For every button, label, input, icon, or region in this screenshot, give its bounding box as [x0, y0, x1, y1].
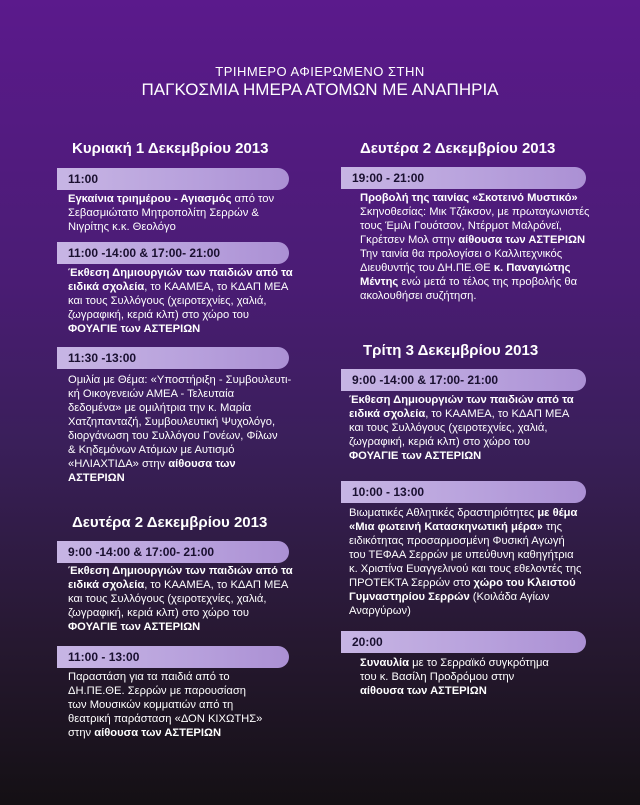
day-heading-tuesday: Τρίτη 3 Δεκεμβρίου 2013 — [363, 342, 539, 359]
day-heading-monday: Δευτέρα 2 Δεκεμβρίου 2013 — [360, 140, 556, 157]
time-bar: 11:30 -13:00 — [57, 347, 289, 369]
time-bar: 19:00 - 21:00 — [341, 167, 586, 189]
event-detail: , το ΚΑΑΜΕΑ, το ΚΔΑΠ ΜΕΑ και τους Συλλόγους (χειροτεχνίες, χαλιά, ζωγραφική, κεριά κλπ) στο χώρο του — [68, 281, 289, 321]
event-detail: Σκηνοθεσίας: Μικ Τζάκσον, με πρωταγωνιστές τους Έμιλι Γουότσον, Ντέρμοτ Μαλρόνεϊ, Γκρέτσεν Μολ στην — [360, 206, 590, 246]
event-highlight: Προβολή της ταινίας «Σκοτεινό Μυστικό» — [360, 192, 578, 204]
event-highlight: με θέμα «Μια φωτεινή Κατασκηνωτική μέρα» — [349, 507, 578, 533]
event-text — [68, 373, 296, 485]
event-detail: Την ταινία θα προλογίσει ο Καλλιτεχνικός Διευθυντής του ΔΗ.ΠΕ.ΘΕ — [360, 248, 563, 274]
event-detail: από τον Σεβασμιώτατο Μητροπολίτη Σερρών & Νιγρίτης κ.κ. Θεολόγο — [68, 193, 275, 233]
event-detail: , το ΚΑΑΜΕΑ, το ΚΔΑΠ ΜΕΑ και τους Συλλόγους (χειροτεχνίες, χαλιά, ζωγραφική, κεριά κλπ) στο χώρο του — [349, 408, 570, 448]
time-bar: 9:00 -14:00 & 17:00- 21:00 — [341, 369, 586, 391]
event-text — [68, 192, 296, 234]
time-bar: 9:00 -14:00 & 17:00- 21:00 — [57, 541, 289, 563]
header-subtitle: ΤΡΙΗΜΕΡΟ ΑΦΙΕΡΩΜΕΝΟ ΣΤΗΝ — [215, 64, 425, 79]
event-text — [360, 191, 598, 303]
event-detail: με το Σερραϊκό συγκρότημα του κ. Βασίλη Προδρόμου στην — [360, 657, 549, 683]
event-detail: Ομιλία με Θέμα: «Υποστήριξη - Συμβουλευτι- κή Οικογενειών ΑΜΕΑ - Τελευταία δεδομένα» με ομιλήτρια την κ. Μαρία Χατζηπανταζή, Συμβουλευτική Ψυχολόγο, διοργάνωση του Συλλόγου Γονέων, Φίλων & Κηδεμόνων Ατόμων με Αυτισμό «ΗΛΙΑΧΤΙΔΑ» στην — [68, 374, 292, 470]
event-text — [349, 393, 589, 463]
event-text — [68, 564, 296, 634]
event-location: ΦΟΥΑΓΙΕ των ΑΣΤΕΡΙΩΝ — [349, 450, 482, 462]
time-bar: 10:00 - 13:00 — [341, 481, 586, 503]
event-detail: Βιωματικές Αθλητικές δραστηριότητες — [349, 507, 538, 519]
event-text — [68, 266, 296, 336]
time-bar: 11:00 - 13:00 — [57, 646, 289, 668]
event-highlight: κ. Παναγιώτης Μέντης — [360, 262, 571, 288]
event-location: ΦΟΥΑΓΙΕ των ΑΣΤΕΡΙΩΝ — [68, 323, 201, 335]
time-bar: 11:00 -14:00 & 17:00- 21:00 — [57, 242, 289, 264]
time-bar: 11:00 — [57, 168, 289, 190]
event-text — [68, 670, 296, 740]
event-highlight: Συναυλία — [360, 657, 410, 669]
event-location: χώρο του Κλειστού Γυμναστηρίου Σερρών — [349, 577, 576, 603]
event-location: αίθουσα των ΑΣΤΕΡΙΩΝ — [360, 685, 487, 697]
day-heading-sunday: Κυριακή 1 Δεκεμβρίου 2013 — [72, 140, 269, 157]
event-highlight: Εγκαίνια τριημέρου - Αγιασμός — [68, 193, 232, 205]
time-bar: 20:00 — [341, 631, 586, 653]
event-highlight: Έκθεση Δημιουργιών των παιδιών από τα ειδικά σχολεία — [68, 565, 293, 591]
event-detail: , το ΚΑΑΜΕΑ, το ΚΔΑΠ ΜΕΑ και τους Συλλόγους (χειροτεχνίες, χαλιά, ζωγραφική, κεριά κλπ) στο χώρο του — [68, 579, 289, 619]
event-detail: Παραστάση για τα παιδιά από το ΔΗ.ΠΕ.ΘΕ. Σερρών με παρουσίαση των Μουσικών κομματιών από τη θεατρική παράσταση «ΔΟΝ ΚΙΧΩΤΗΣ» στην — [68, 671, 263, 739]
event-location: αίθουσα των ΑΣΤΕΡΙΩΝ — [458, 234, 586, 246]
event-detail: (Κοιλάδα Αγίων Αναργύρων) — [349, 591, 550, 617]
header-title: ΠΑΓΚΟΣΜΙΑ ΗΜΕΡΑ ΑΤΟΜΩΝ ΜΕ ΑΝΑΠΗΡΙΑ — [141, 80, 499, 99]
event-highlight: Έκθεση Δημιουργιών των παιδιών από τα ειδικά σχολεία — [68, 267, 293, 293]
event-location: αίθουσα των ΑΣΤΕΡΙΩΝ — [94, 727, 222, 739]
event-detail: ενώ μετά το τέλος της προβολής θα ακολουθήσει συζήτηση. — [360, 276, 578, 302]
event-text — [349, 506, 589, 618]
event-text — [360, 656, 598, 698]
event-detail: της ειδικότητας προσαρμοσμένη Φυσική Αγωγή του ΤΕΦΑΑ Σερρών με υπεύθυνη καθηγήτρια κ. Χριστίνα Ευαγγελινού και τους εθελοντές της ΠΡΟΤΕΚΤΑ Σερρών στο — [349, 521, 582, 589]
event-highlight: Έκθεση Δημιουργιών των παιδιών από τα ειδικά σχολεία — [349, 394, 574, 420]
event-location: ΦΟΥΑΓΙΕ των ΑΣΤΕΡΙΩΝ — [68, 621, 201, 633]
event-location: αίθουσα των ΑΣΤΕΡΙΩΝ — [68, 458, 236, 484]
day-heading-monday: Δευτέρα 2 Δεκεμβρίου 2013 — [72, 514, 268, 531]
